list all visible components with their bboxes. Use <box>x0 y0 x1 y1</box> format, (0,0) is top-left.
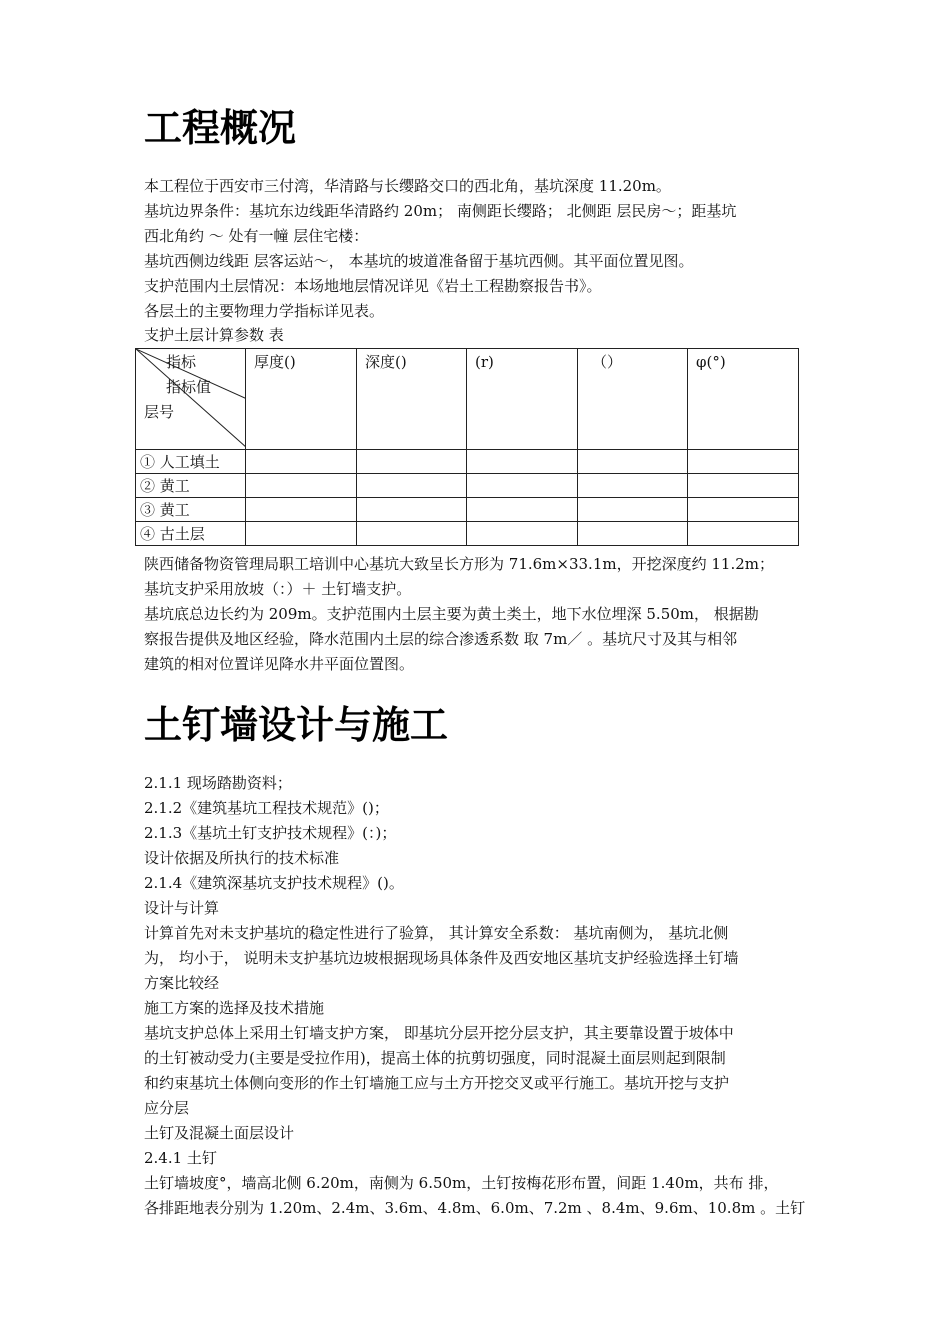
paragraph-line: 方案比较经 <box>144 974 220 992</box>
row-label: ③ 黄工 <box>136 498 246 522</box>
table-cell <box>357 522 467 546</box>
table-cell <box>357 450 467 474</box>
table-header-row <box>136 349 799 450</box>
paragraph-line: 基坑支护采用放坡（：）＋ 土钉墙支护。 <box>144 580 412 598</box>
table-row <box>136 450 799 474</box>
paragraph-line: 西北角约 ～ 处有一幢 层住宅楼： <box>144 227 369 245</box>
table-cell <box>467 474 578 498</box>
table-cell <box>467 450 578 474</box>
row-label: ② 黄工 <box>136 474 246 498</box>
row-label: ① 人工填土 <box>136 450 246 474</box>
diag-label-value: 指标值 <box>166 378 212 396</box>
column-header-cohesion: （） <box>578 349 688 450</box>
paragraph-line: 2.1.2《建筑基坑工程技术规范》()； <box>144 799 389 817</box>
table-cell <box>246 450 357 474</box>
diagonal-header-cell <box>136 349 246 450</box>
paragraph-line: 2.1.3《基坑土钉支护技术规程》(：)； <box>144 824 397 842</box>
paragraph-line: 应分层 <box>144 1099 190 1117</box>
table-row <box>136 522 799 546</box>
subheading-line: 施工方案的选择及技术措施 <box>144 999 325 1017</box>
table-cell <box>578 474 688 498</box>
table-cell <box>578 522 688 546</box>
section-heading-project-overview: 工程概况 <box>144 106 297 150</box>
paragraph-line: 2.1.4《建筑深基坑支护技术规程》()。 <box>144 874 404 892</box>
table-cell <box>688 474 799 498</box>
diag-label-indicator: 指标 <box>166 353 197 371</box>
paragraph-line: 本工程位于西安市三付湾，华清路与长缨路交口的西北角，基坑深度 11.20m。 <box>144 177 671 195</box>
column-header-thickness: 厚度() <box>246 349 357 450</box>
paragraph-line: 基坑底总边长约为 209m。支护范围内土层主要为黄土类土，地下水位埋深 5.50m， 根据勘 <box>144 605 759 623</box>
paragraph-line: 为， 均小于， 说明未支护基坑边坡根据现场具体条件及西安地区基坑支护经验选择土钉墙 <box>144 949 739 967</box>
subheading-line: 设计依据及所执行的技术标准 <box>144 849 340 867</box>
column-header-friction-angle: φ(°) <box>688 349 799 450</box>
paragraph-line: 基坑支护总体上采用土钉墙支护方案， 即基坑分层开挖分层支护，其主要靠设置于坡体中 <box>144 1024 734 1042</box>
column-header-depth: 深度() <box>357 349 467 450</box>
column-header-unit-weight: (r) <box>467 349 578 450</box>
paragraph-line: 和约束基坑土体侧向变形的作土钉墙施工应与土方开挖交叉或平行施工。基坑开挖与支护 <box>144 1074 730 1092</box>
table-cell <box>246 498 357 522</box>
table-row <box>136 498 799 522</box>
table-cell <box>578 450 688 474</box>
row-label: ④ 古土层 <box>136 522 246 546</box>
paragraph-line: 基坑边界条件：基坑东边线距华清路约 20m； 南侧距长缨路； 北侧距 层民房～；距基坑 <box>144 202 737 220</box>
table-row <box>136 474 799 498</box>
table-caption: 支护土层计算参数 表 <box>144 326 284 344</box>
table-cell <box>357 498 467 522</box>
paragraph-line: 建筑的相对位置详见降水井平面位置图。 <box>144 655 415 673</box>
diag-label-layer: 层号 <box>144 403 175 421</box>
table-cell <box>688 450 799 474</box>
table-cell <box>357 474 467 498</box>
paragraph-line: 各排距地表分别为 1.20m、2.4m、3.6m、4.8m、6.0m、7.2m 、8.4m、9.6m、10.8m 。土钉 <box>144 1199 806 1217</box>
section-heading-soil-nail-wall: 土钉墙设计与施工 <box>144 703 449 747</box>
table-cell <box>688 522 799 546</box>
paragraph-line: 的土钉被动受力(主要是受拉作用)，提高土体的抗剪切强度，同时混凝土面层则起到限制 <box>144 1049 726 1067</box>
paragraph-line: 计算首先对未支护基坑的稳定性进行了验算， 其计算安全系数： 基坑南侧为， 基坑北侧 <box>144 924 729 942</box>
paragraph-line: 支护范围内土层情况：本场地地层情况详见《岩土工程勘察报告书》。 <box>144 277 602 295</box>
paragraph-line: 基坑西侧边线距 层客运站～， 本基坑的坡道准备留于基坑西侧。其平面位置见图。 <box>144 252 694 270</box>
table-cell <box>467 498 578 522</box>
table-cell <box>467 522 578 546</box>
paragraph-line: 陕西储备物资管理局职工培训中心基坑大致呈长方形为 71.6m×33.1m，开挖深度约 11.2m； <box>144 555 774 573</box>
table-cell <box>246 474 357 498</box>
table-cell <box>688 498 799 522</box>
subheading-line: 土钉及混凝土面层设计 <box>144 1124 295 1142</box>
soil-parameter-table <box>135 348 799 546</box>
table-cell <box>578 498 688 522</box>
subheading-line: 设计与计算 <box>144 899 220 917</box>
paragraph-line: 各层土的主要物理力学指标详见表。 <box>144 302 385 320</box>
paragraph-line: 土钉墙坡度°，墙高北侧 6.20m，南侧为 6.50m，土钉按梅花形布置，间距 1.40m，共布 排， <box>144 1174 779 1192</box>
table-cell <box>246 522 357 546</box>
paragraph-line: 2.1.1 现场踏勘资料； <box>144 774 292 792</box>
paragraph-line: 2.4.1 土钉 <box>144 1149 217 1167</box>
paragraph-line: 察报告提供及地区经验，降水范围内土层的综合渗透系数 取 7m／ 。基坑尺寸及其与相邻 <box>144 630 738 648</box>
